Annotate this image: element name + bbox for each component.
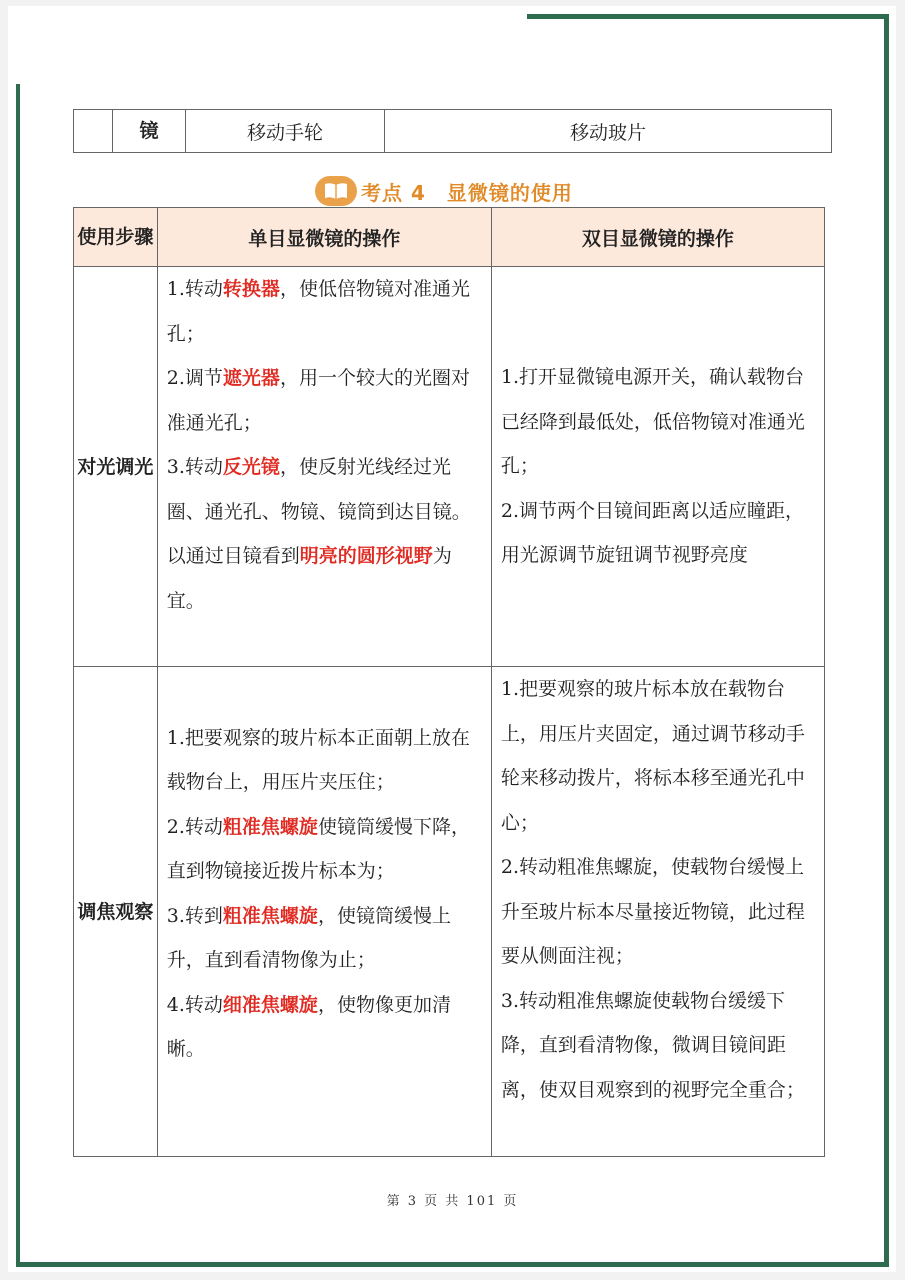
section-heading-text: 考点 4 显微镜的使用 — [361, 180, 573, 205]
text-span: 1.把要观察的玻片标本正面朝上放在载物台上，用压片夹压住； — [166, 726, 470, 793]
paragraph — [167, 534, 483, 623]
step-label: 对光调光 — [74, 267, 158, 667]
paragraph — [501, 667, 816, 845]
paragraph — [167, 716, 483, 805]
text-span: ，使反射光线经过光圈、通光孔、物镜、镜筒到达目镜。 — [166, 456, 471, 523]
paragraph — [501, 355, 816, 489]
text-span: 2.转动 — [166, 815, 223, 838]
header-binocular: 双目显微镜的操作 — [491, 208, 824, 267]
section-heading — [315, 174, 573, 208]
monocular-cell — [157, 667, 491, 1157]
text-span: 2.转动粗准焦螺旋，使载物台缓慢上升至玻片标本尽量接近物镜，此过程要从侧面注视； — [500, 856, 805, 967]
microscope-usage-table — [73, 207, 825, 1157]
paragraph — [501, 845, 816, 979]
table-row — [74, 110, 832, 153]
text-span: 1.把要观察的玻片标本放在载物台上，用压片夹固定，通过调节移动手轮来移动拨片，将标本移至通光孔中心； — [500, 678, 805, 834]
text-span: ，用一个较大的光圈对准通光孔； — [166, 367, 470, 434]
text-span: 2.调节两个目镜间距离以适应瞳距，用光源调节旋钮调节视野亮度 — [500, 499, 805, 567]
text-span: 2.调节 — [166, 367, 223, 389]
cell-content — [492, 355, 824, 578]
highlight-term: 明亮的圆形视野 — [299, 545, 433, 567]
paragraph — [167, 805, 483, 894]
frame-border-top — [527, 14, 888, 19]
frame-border-bottom — [16, 1262, 889, 1267]
step-label: 调焦观察 — [74, 667, 158, 1157]
paragraph — [167, 983, 483, 1072]
table-cell — [74, 110, 113, 153]
highlight-term: 转换器 — [222, 278, 280, 300]
highlight-term: 遮光器 — [222, 367, 280, 389]
paragraph — [501, 489, 816, 578]
text-span: 为宜。 — [166, 545, 452, 612]
binocular-cell — [491, 667, 824, 1157]
text-span: ，使物像更加清晰。 — [166, 993, 451, 1060]
highlight-term: 粗准焦螺旋 — [222, 904, 318, 927]
table-row — [74, 667, 825, 1157]
text-span: 1.打开显微镜电源开关，确认载物台已经降到最低处，低倍物镜对准通光孔； — [500, 366, 805, 478]
binocular-cell — [491, 267, 824, 667]
table-cell: 移动手轮 — [186, 110, 385, 153]
text-span: 4.转动 — [166, 993, 223, 1016]
cell-content — [158, 716, 491, 1072]
text-span: 3.转动 — [166, 456, 223, 478]
frame-border-right — [884, 14, 889, 1266]
table-cell: 移动玻片 — [385, 110, 832, 153]
paragraph — [167, 356, 483, 445]
header-step: 使用步骤 — [74, 208, 158, 267]
highlight-term: 反光镜 — [222, 456, 280, 478]
frame-border-left — [16, 84, 20, 1266]
header-monocular: 单目显微镜的操作 — [157, 208, 491, 267]
text-span: 3.转动粗准焦螺旋使载物台缓缓下降，直到看清物像，微调目镜间距离，使双目观察到的视野完全重合； — [500, 989, 805, 1101]
table-header-row — [74, 208, 825, 267]
cell-content — [158, 267, 491, 623]
text-span: 1.转动 — [166, 278, 223, 300]
monocular-cell — [157, 267, 491, 667]
cell-content — [492, 667, 824, 1112]
text-span: 以通过目镜看到 — [166, 545, 300, 567]
table-cell: 镜 — [113, 110, 186, 153]
paragraph — [501, 979, 816, 1113]
text-span: ，使镜筒缓慢上升，直到看清物像为止； — [166, 904, 451, 971]
text-span: 3.转到 — [166, 904, 223, 927]
paragraph — [167, 267, 483, 356]
book-icon — [315, 176, 357, 206]
top-table-fragment — [73, 109, 832, 153]
text-span: 使镜筒缓慢下降，直到物镜接近拨片标本为； — [166, 815, 470, 882]
paragraph — [167, 445, 483, 534]
highlight-term: 细准焦螺旋 — [222, 993, 318, 1016]
table-row — [74, 267, 825, 667]
paragraph — [167, 894, 483, 983]
page-footer: 第 3 页 共 101 页 — [386, 1194, 519, 1209]
text-span: ，使低倍物镜对准通光孔； — [166, 278, 470, 345]
highlight-term: 粗准焦螺旋 — [222, 815, 318, 838]
